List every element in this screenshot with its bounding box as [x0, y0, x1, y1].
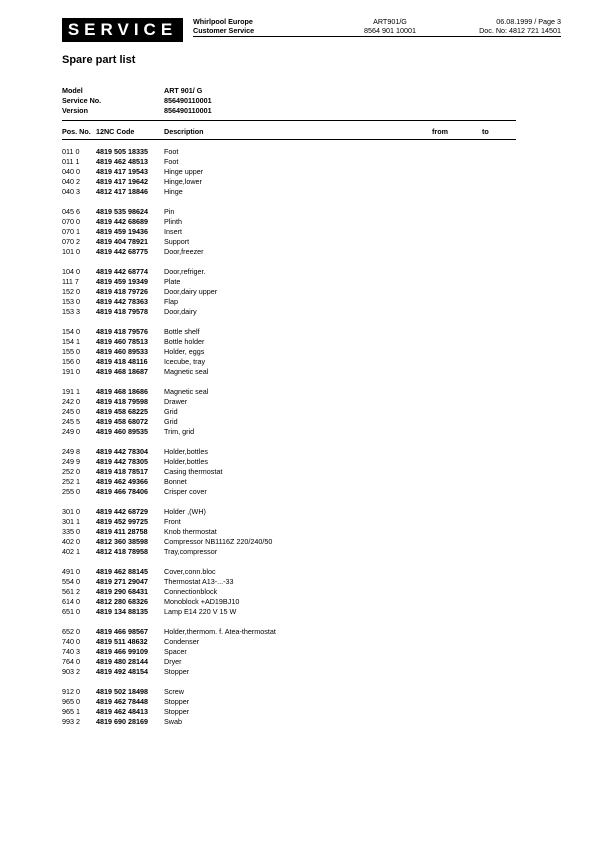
part-code: 4819 466 78406 — [96, 487, 148, 496]
table-row — [62, 517, 522, 527]
col-code-header: 12NC Code — [96, 127, 135, 136]
header-model-block — [355, 17, 425, 35]
table-row — [62, 207, 522, 217]
part-code: 4819 460 89535 — [96, 427, 148, 436]
table-row — [62, 277, 522, 287]
part-code: 4819 442 68774 — [96, 267, 148, 276]
part-description: Foot — [164, 147, 179, 156]
part-pos: 249 8 — [62, 447, 80, 456]
parts-group — [62, 267, 522, 317]
part-code: 4819 418 79598 — [96, 397, 148, 406]
part-pos: 040 0 — [62, 167, 80, 176]
part-code: 4819 535 98624 — [96, 207, 148, 216]
part-code: 4819 417 19543 — [96, 167, 148, 176]
table-header — [62, 127, 516, 136]
parts-group — [62, 687, 522, 727]
part-code: 4812 418 78958 — [96, 547, 148, 556]
table-row — [62, 367, 522, 377]
table-row — [62, 587, 522, 597]
page-title: Spare part list — [62, 54, 136, 66]
table-row — [62, 227, 522, 237]
part-description: Front — [164, 517, 181, 526]
table-row — [62, 417, 522, 427]
parts-group — [62, 207, 522, 257]
part-code: 4819 462 48513 — [96, 157, 148, 166]
part-pos: 903 2 — [62, 667, 80, 676]
part-code: 4819 492 48154 — [96, 667, 148, 676]
part-description: Hinge upper — [164, 167, 204, 176]
part-description: Icecube, tray — [164, 357, 206, 366]
part-pos: 301 1 — [62, 517, 80, 526]
part-pos: 191 1 — [62, 387, 80, 396]
table-row — [62, 487, 522, 497]
table-row — [62, 167, 522, 177]
table-header-rule — [62, 139, 516, 140]
model-info — [62, 86, 212, 117]
part-pos: 245 0 — [62, 407, 80, 416]
part-code: 4819 460 78513 — [96, 337, 148, 346]
part-code: 4819 462 49366 — [96, 477, 148, 486]
part-code: 4819 502 18498 — [96, 687, 148, 696]
part-code: 4819 418 79578 — [96, 307, 148, 316]
part-pos: 152 0 — [62, 287, 80, 296]
part-pos: 153 3 — [62, 307, 80, 316]
part-description: Spacer — [164, 647, 187, 656]
part-pos: 965 0 — [62, 697, 80, 706]
table-row — [62, 147, 522, 157]
part-pos: 104 0 — [62, 267, 80, 276]
part-code: 4819 442 78363 — [96, 297, 148, 306]
part-description: Foot — [164, 157, 179, 166]
header-doc-no: Doc. No: 4812 721 14501 — [479, 26, 561, 35]
part-pos: 111 7 — [62, 277, 79, 286]
part-pos: 402 0 — [62, 537, 80, 546]
part-pos: 249 9 — [62, 457, 80, 466]
parts-group — [62, 447, 522, 497]
table-row — [62, 607, 522, 617]
part-description: Plinth — [164, 217, 182, 226]
parts-group — [62, 507, 522, 557]
part-description: Screw — [164, 687, 184, 696]
part-description: Pin — [164, 207, 175, 216]
part-code: 4819 452 99725 — [96, 517, 148, 526]
version-label: Version — [62, 106, 88, 116]
part-description: Holder,thermom. f. Atea-thermostat — [164, 627, 276, 636]
part-pos: 040 3 — [62, 187, 80, 196]
part-code: 4819 134 88135 — [96, 607, 148, 616]
part-description: Support — [164, 237, 190, 246]
parts-group — [62, 627, 522, 677]
parts-group — [62, 567, 522, 617]
part-description: Monoblock +AD19BJ10 — [164, 597, 240, 606]
part-code: 4819 468 18686 — [96, 387, 148, 396]
table-row — [62, 477, 522, 487]
part-description: Compressor NB1116Z 220/240/50 — [164, 537, 273, 546]
part-pos: 740 0 — [62, 637, 80, 646]
part-description: Hinge,lower — [164, 177, 202, 186]
table-row — [62, 447, 522, 457]
part-description: Door,refriger. — [164, 267, 206, 276]
table-row — [62, 637, 522, 647]
part-pos: 191 0 — [62, 367, 80, 376]
part-code: 4819 459 19349 — [96, 277, 148, 286]
part-description: Plate — [164, 277, 181, 286]
header-company-block — [193, 17, 254, 35]
part-code: 4819 442 68689 — [96, 217, 148, 226]
part-description: Tray,compressor — [164, 547, 218, 556]
part-pos: 040 2 — [62, 177, 80, 186]
part-description: Holder, eggs — [164, 347, 205, 356]
part-description: Bottle shelf — [164, 327, 200, 336]
part-description: Condenser — [164, 637, 200, 646]
table-row — [62, 467, 522, 477]
table-row — [62, 577, 522, 587]
table-row — [62, 307, 522, 317]
header-divider — [193, 36, 561, 37]
part-pos: 764 0 — [62, 657, 80, 666]
table-row — [62, 457, 522, 467]
part-code: 4819 411 28758 — [96, 527, 148, 536]
table-row — [62, 667, 522, 677]
part-code: 4819 462 78448 — [96, 697, 148, 706]
part-description: Stopper — [164, 697, 190, 706]
table-row — [62, 217, 522, 227]
part-code: 4819 505 18335 — [96, 147, 148, 156]
part-description: Holder ,(WH) — [164, 507, 206, 516]
table-row — [62, 537, 522, 547]
table-row — [62, 287, 522, 297]
part-description: Grid — [164, 417, 178, 426]
table-row — [62, 157, 522, 167]
table-row — [62, 707, 522, 717]
part-description: Magnetic seal — [164, 387, 209, 396]
part-description: Door,dairy — [164, 307, 197, 316]
part-description: Knob thermostat — [164, 527, 217, 536]
part-description: Drawer — [164, 397, 188, 406]
header-model-ref: ART901/G — [373, 17, 407, 26]
col-to-header: to — [482, 127, 489, 136]
col-from-header: from — [432, 127, 448, 136]
col-pos-header: Pos. No. — [62, 127, 91, 136]
parts-list — [62, 147, 522, 737]
part-description: Door,freezer — [164, 247, 204, 256]
part-description: Cover,conn.bloc — [164, 567, 216, 576]
part-pos: 070 1 — [62, 227, 80, 236]
part-description: Thermostat A13-...-33 — [164, 577, 234, 586]
part-pos: 011 0 — [62, 147, 80, 156]
part-pos: 249 0 — [62, 427, 80, 436]
part-pos: 651 0 — [62, 607, 80, 616]
part-code: 4819 462 48413 — [96, 707, 148, 716]
part-description: Trim, grid — [164, 427, 195, 436]
model-label: Model — [62, 86, 83, 95]
part-description: Holder,bottles — [164, 447, 208, 456]
part-description: Stopper — [164, 667, 190, 676]
service-logo — [62, 18, 183, 42]
service-no-row — [62, 96, 212, 106]
part-description: Stopper — [164, 707, 190, 716]
part-pos: 070 0 — [62, 217, 80, 226]
part-code: 4819 271 29047 — [96, 577, 148, 586]
part-description: Flap — [164, 297, 178, 306]
part-code: 4819 418 79726 — [96, 287, 148, 296]
header-date-page: 06.08.1999 / Page 3 — [496, 17, 561, 26]
table-row — [62, 717, 522, 727]
part-code: 4819 442 78304 — [96, 447, 148, 456]
part-pos: 912 0 — [62, 687, 80, 696]
part-code: 4819 418 79576 — [96, 327, 148, 336]
header-doc-block — [479, 17, 561, 35]
table-row — [62, 237, 522, 247]
part-description: Magnetic seal — [164, 367, 209, 376]
part-pos: 154 0 — [62, 327, 80, 336]
part-code: 4819 418 48116 — [96, 357, 148, 366]
part-code: 4819 442 78305 — [96, 457, 148, 466]
part-description: Crisper cover — [164, 487, 207, 496]
table-row — [62, 357, 522, 367]
table-row — [62, 347, 522, 357]
part-description: Dryer — [164, 657, 182, 666]
part-description: Holder,bottles — [164, 457, 208, 466]
part-code: 4819 460 89533 — [96, 347, 148, 356]
part-pos: 156 0 — [62, 357, 80, 366]
model-row — [62, 86, 212, 96]
parts-group — [62, 387, 522, 437]
part-description: Bottle holder — [164, 337, 205, 346]
part-code: 4819 458 68072 — [96, 417, 148, 426]
part-pos: 561 2 — [62, 587, 80, 596]
part-description: Door,dairy upper — [164, 287, 218, 296]
part-pos: 242 0 — [62, 397, 80, 406]
parts-group — [62, 327, 522, 377]
part-pos: 491 0 — [62, 567, 80, 576]
part-code: 4819 459 19436 — [96, 227, 148, 236]
part-pos: 554 0 — [62, 577, 80, 586]
part-pos: 965 1 — [62, 707, 80, 716]
part-pos: 245 5 — [62, 417, 80, 426]
model-value: ART 901/ G — [164, 86, 203, 95]
part-code: 4812 280 68326 — [96, 597, 148, 606]
version-value: 856490110001 — [164, 106, 212, 116]
part-description: Connectionblock — [164, 587, 218, 596]
table-row — [62, 647, 522, 657]
part-code: 4819 442 68775 — [96, 247, 148, 256]
table-row — [62, 327, 522, 337]
parts-group — [62, 147, 522, 197]
table-row — [62, 407, 522, 417]
part-pos: 154 1 — [62, 337, 80, 346]
part-code: 4819 417 19642 — [96, 177, 148, 186]
part-pos: 614 0 — [62, 597, 80, 606]
part-description: Swab — [164, 717, 182, 726]
part-description: Lamp E14 220 V 15 W — [164, 607, 237, 616]
part-code: 4819 442 68729 — [96, 507, 148, 516]
header-service-no: 8564 901 10001 — [364, 26, 416, 35]
part-description: Bonnet — [164, 477, 187, 486]
part-pos: 101 0 — [62, 247, 80, 256]
table-row — [62, 507, 522, 517]
part-code: 4812 417 18846 — [96, 187, 148, 196]
part-code: 4819 466 99109 — [96, 647, 148, 656]
header-department: Customer Service — [193, 26, 255, 35]
table-row — [62, 687, 522, 697]
part-code: 4819 690 28169 — [96, 717, 148, 726]
part-code: 4819 480 28144 — [96, 657, 148, 666]
service-no-value: 856490110001 — [164, 96, 212, 106]
table-row — [62, 177, 522, 187]
part-pos: 252 1 — [62, 477, 80, 486]
part-code: 4819 290 68431 — [96, 587, 148, 596]
part-pos: 155 0 — [62, 347, 80, 356]
part-code: 4819 511 48632 — [96, 637, 148, 646]
table-row — [62, 697, 522, 707]
part-description: Hinge — [164, 187, 183, 196]
table-row — [62, 297, 522, 307]
table-top-rule — [62, 120, 516, 121]
table-row — [62, 657, 522, 667]
table-row — [62, 547, 522, 557]
part-pos: 045 6 — [62, 207, 80, 216]
table-row — [62, 627, 522, 637]
table-row — [62, 387, 522, 397]
table-row — [62, 527, 522, 537]
table-row — [62, 427, 522, 437]
part-pos: 070 2 — [62, 237, 80, 246]
table-row — [62, 597, 522, 607]
header-company: Whirlpool Europe — [193, 17, 253, 26]
part-code: 4819 404 78921 — [96, 237, 148, 246]
part-code: 4819 466 98567 — [96, 627, 148, 636]
table-row — [62, 267, 522, 277]
part-pos: 255 0 — [62, 487, 80, 496]
table-row — [62, 187, 522, 197]
part-description: Casing thermostat — [164, 467, 223, 476]
part-pos: 402 1 — [62, 547, 80, 556]
service-no-label: Service No. — [62, 96, 102, 106]
part-pos: 740 3 — [62, 647, 80, 656]
part-pos: 652 0 — [62, 627, 80, 636]
service-logo-text: SERVICE — [67, 20, 178, 39]
part-pos: 301 0 — [62, 507, 80, 516]
part-description: Insert — [164, 227, 182, 236]
part-code: 4819 458 68225 — [96, 407, 148, 416]
part-pos: 335 0 — [62, 527, 80, 536]
part-code: 4819 418 78517 — [96, 467, 148, 476]
part-pos: 153 0 — [62, 297, 80, 306]
table-row — [62, 247, 522, 257]
table-row — [62, 567, 522, 577]
part-description: Grid — [164, 407, 178, 416]
part-pos: 011 1 — [62, 157, 80, 166]
table-row — [62, 397, 522, 407]
part-pos: 252 0 — [62, 467, 80, 476]
part-code: 4819 462 88145 — [96, 567, 148, 576]
part-code: 4812 360 38598 — [96, 537, 148, 546]
part-pos: 993 2 — [62, 717, 80, 726]
part-code: 4819 468 18687 — [96, 367, 148, 376]
col-desc-header: Description — [164, 127, 204, 136]
version-row — [62, 106, 212, 116]
table-row — [62, 337, 522, 347]
